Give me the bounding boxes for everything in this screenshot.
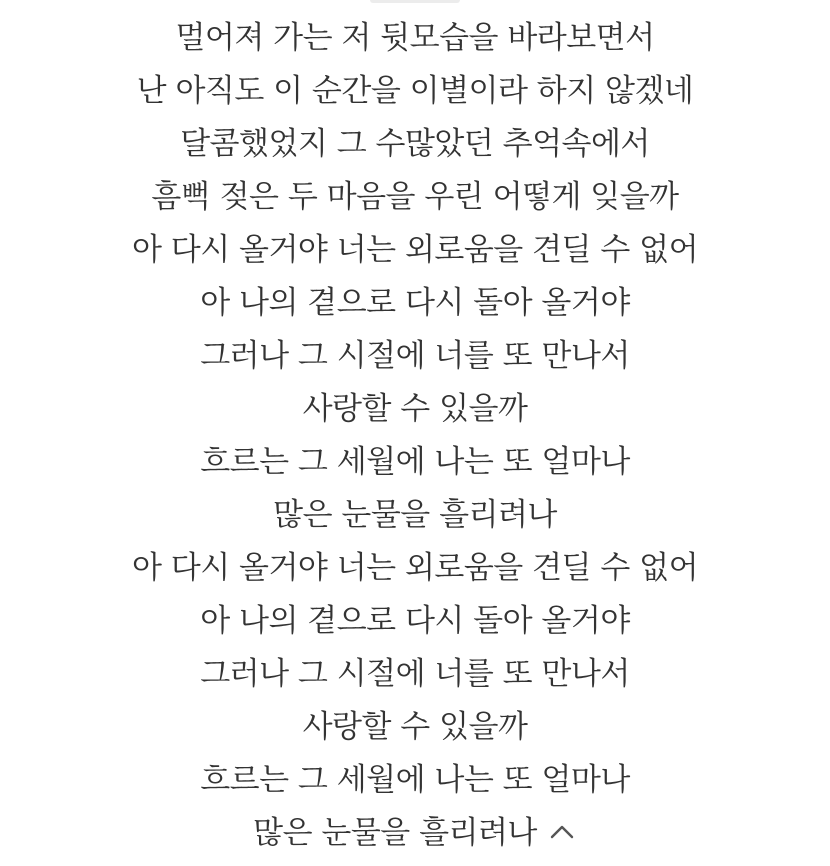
lyric-line [0, 224, 830, 277]
lyric-line [0, 436, 830, 489]
lyric-text: 멀어져 가는 저 뒷모습을 바라보면서 [175, 20, 655, 56]
lyric-text: 아 다시 올거야 너는 외로움을 견딜 수 없어 [131, 550, 699, 586]
lyric-line [0, 171, 830, 224]
lyric-text: 흠뻑 젖은 두 마음을 우린 어떻게 잊을까 [151, 179, 679, 215]
lyric-line [0, 701, 830, 754]
top-edge-indicator [370, 0, 460, 3]
lyric-text: 난 아직도 이 순간을 이별이라 하지 않겠네 [136, 73, 694, 109]
lyric-text: 아 나의 곁으로 다시 돌아 올거야 [200, 603, 630, 639]
lyric-text: 사랑할 수 있을까 [302, 391, 528, 427]
lyric-line [0, 489, 830, 542]
lyric-text: 많은 눈물을 흘리려나 [253, 815, 537, 851]
lyric-line [0, 754, 830, 807]
chevron-up-glyph [547, 816, 577, 846]
lyric-line [0, 595, 830, 648]
lyric-text: 아 다시 올거야 너는 외로움을 견딜 수 없어 [131, 232, 699, 268]
lyric-text: 많은 눈물을 흘리려나 [273, 497, 557, 533]
lyric-text: 아 나의 곁으로 다시 돌아 올거야 [200, 285, 630, 321]
lyric-text: 흐르는 그 세월에 나는 또 얼마나 [200, 444, 630, 480]
lyric-line [0, 65, 830, 118]
lyric-text: 흐르는 그 세월에 나는 또 얼마나 [200, 762, 630, 798]
lyric-line [0, 807, 830, 860]
chevron-up-icon[interactable] [547, 816, 577, 846]
lyric-line [0, 118, 830, 171]
lyric-line [0, 330, 830, 383]
lyric-text: 그러나 그 시절에 너를 또 만나서 [200, 338, 630, 374]
lyric-line [0, 12, 830, 65]
lyric-text: 달콤했었지 그 수많았던 추억속에서 [180, 126, 650, 162]
lyric-line [0, 648, 830, 701]
lyric-text: 사랑할 수 있을까 [302, 709, 528, 745]
lyric-line [0, 542, 830, 595]
lyrics-panel [0, 12, 830, 860]
lyric-line [0, 383, 830, 436]
lyric-line [0, 277, 830, 330]
lyric-text: 그러나 그 시절에 너를 또 만나서 [200, 656, 630, 692]
